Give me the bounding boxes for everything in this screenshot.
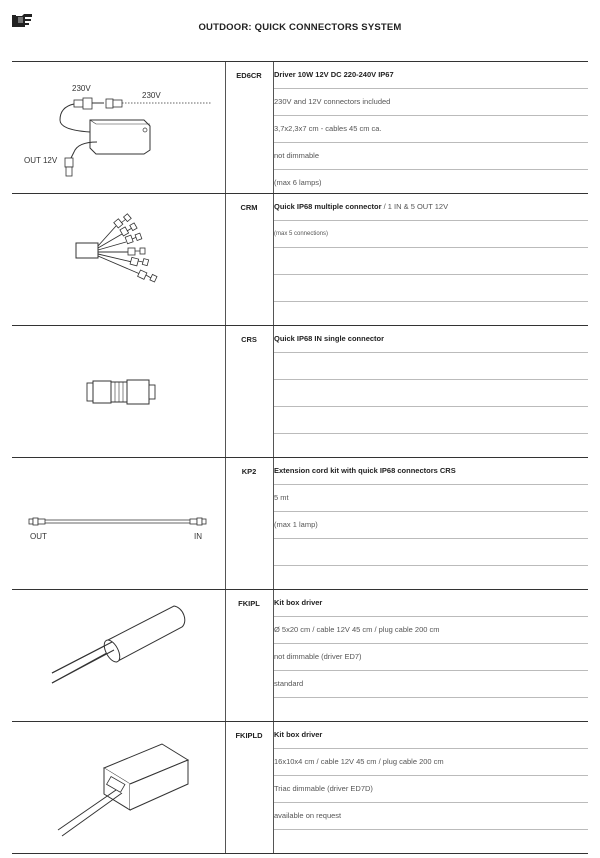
- product-block-kp2: [12, 457, 588, 589]
- spec-row: [274, 722, 588, 749]
- spec-row: [274, 671, 588, 698]
- spec-row: [274, 248, 588, 275]
- spec-row: [274, 617, 588, 644]
- spec-text: Ø 5x20 cm / cable 12V 45 cm / plug cable 200 cm: [274, 625, 440, 634]
- spec-row: [274, 803, 588, 830]
- spec-title: Quick IP68 IN single connector: [274, 334, 385, 343]
- spec-row: [274, 221, 588, 248]
- product-code-cell: [225, 590, 274, 721]
- spec-text: 16x10x4 cm / cable 12V 45 cm / plug cable 200 cm: [274, 757, 444, 766]
- spec-rows: [274, 62, 588, 196]
- product-block-ed6cr: [12, 61, 588, 193]
- product-code-cell: [225, 326, 274, 457]
- spec-row: [274, 590, 588, 617]
- spec-title: Kit box driver: [274, 598, 323, 607]
- input-voltage-label: 230V: [72, 84, 91, 93]
- spec-row: [274, 644, 588, 671]
- box-kit-illustration: [12, 722, 226, 853]
- spec-row: [274, 116, 588, 143]
- product-block-crs: [12, 325, 588, 457]
- spec-rows: [274, 590, 588, 724]
- spec-row: [274, 62, 588, 89]
- spec-text: / 1 IN & 5 OUT 12V: [381, 202, 449, 211]
- spec-text: (max 5 connections): [274, 231, 329, 237]
- spec-row: [274, 275, 588, 302]
- spec-row: [274, 458, 588, 485]
- spec-rows: [274, 194, 588, 328]
- mains-voltage-label: 230V: [142, 91, 161, 100]
- spec-row: [274, 194, 588, 221]
- spec-row: [274, 89, 588, 116]
- page-title: OUTDOOR: QUICK CONNECTORS SYSTEM: [198, 22, 402, 33]
- product-code: KP2: [241, 467, 257, 476]
- cylinder-kit-illustration: [12, 590, 226, 721]
- multiple-connector-illustration: [12, 194, 226, 325]
- spec-rows: [274, 326, 588, 460]
- single-connector-illustration: [12, 326, 226, 457]
- product-code-cell: [225, 458, 274, 589]
- product-code: FKIPLD: [235, 731, 263, 740]
- in-end-label: IN: [194, 532, 202, 541]
- spec-text: standard: [274, 679, 304, 688]
- product-block-fkipl: [12, 589, 588, 721]
- spec-text: not dimmable: [274, 151, 320, 160]
- spec-text: 5 mt: [274, 493, 289, 502]
- spec-title: Extension cord kit with quick IP68 connectors CRS: [274, 466, 456, 475]
- product-table: [12, 61, 588, 854]
- extension-cord-illustration: [12, 458, 226, 589]
- spec-row: [274, 539, 588, 566]
- output-voltage-label: OUT 12V: [24, 156, 58, 165]
- spec-row: [274, 143, 588, 170]
- spec-row: [274, 407, 588, 434]
- spec-row: [274, 326, 588, 353]
- product-code-cell: [225, 722, 274, 853]
- out-end-label: OUT: [30, 532, 47, 541]
- product-code-cell: [225, 62, 274, 193]
- spec-row: [274, 830, 588, 856]
- spec-row: [274, 485, 588, 512]
- product-block-crm: [12, 193, 588, 325]
- spec-row: [274, 353, 588, 380]
- spec-row: [274, 776, 588, 803]
- spec-text: 3,7x2,3x7 cm - cables 45 cm ca.: [274, 124, 382, 133]
- product-block-fkipld: [12, 721, 588, 854]
- spec-title: Kit box driver: [274, 730, 323, 739]
- spec-text: (max 1 lamp): [274, 520, 318, 529]
- spec-text: not dimmable (driver ED7): [274, 652, 362, 661]
- product-code: CRS: [241, 335, 257, 344]
- spec-rows: [274, 722, 588, 856]
- spec-title: Driver 10W 12V DC 220-240V IP67: [274, 70, 394, 79]
- spec-text: Triac dimmable (driver ED7D): [274, 784, 373, 793]
- spec-text: 230V and 12V connectors included: [274, 97, 391, 106]
- spec-text: available on request: [274, 811, 342, 820]
- spec-rows: [274, 458, 588, 592]
- spec-title: Quick IP68 multiple connector: [274, 202, 382, 211]
- driver-illustration: [12, 62, 226, 193]
- product-code: FKIPL: [238, 599, 260, 608]
- spec-text: (max 6 lamps): [274, 178, 322, 187]
- product-code: CRM: [240, 203, 258, 212]
- spec-row: [274, 749, 588, 776]
- product-code-cell: [225, 194, 274, 325]
- product-code: ED6CR: [236, 71, 262, 80]
- spec-row: [274, 380, 588, 407]
- spec-row: [274, 512, 588, 539]
